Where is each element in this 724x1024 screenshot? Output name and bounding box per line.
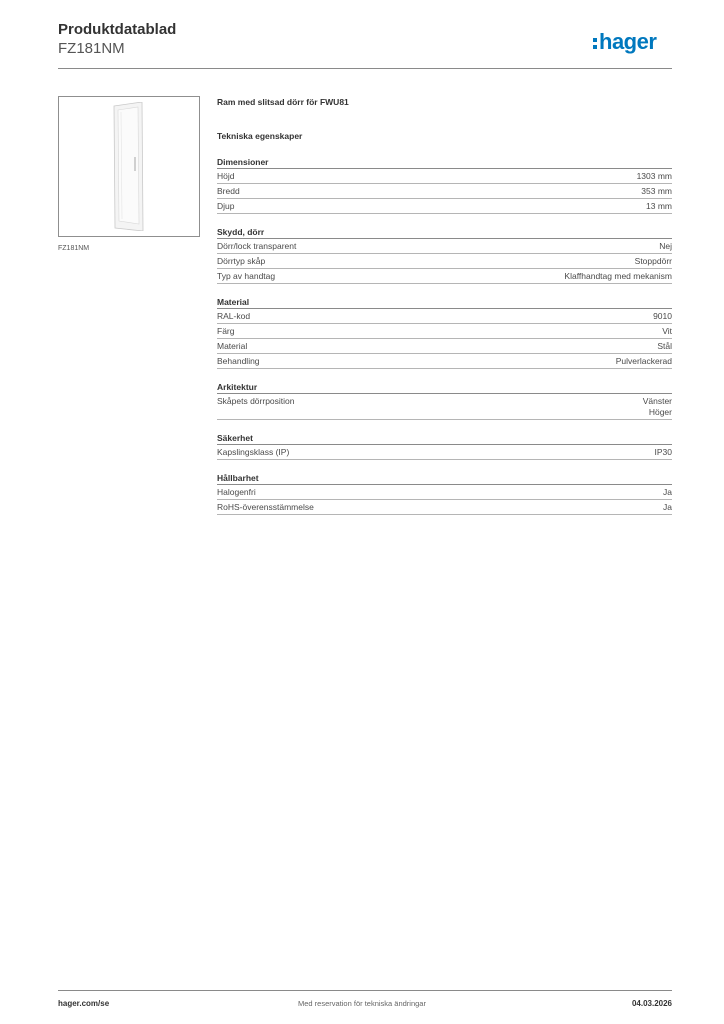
spec-section [217, 156, 672, 214]
section-heading: Säkerhet [217, 432, 672, 445]
spec-label: Behandling [217, 356, 260, 366]
spec-section [217, 296, 672, 369]
header-divider [58, 68, 672, 69]
product-title: Ram med slitsad dörr för FWU81 [217, 97, 349, 107]
spec-row [217, 500, 672, 515]
hager-logo [593, 27, 656, 57]
spec-value: Stål [657, 341, 672, 351]
door-frame-image [112, 102, 145, 231]
spec-value: 13 mm [646, 201, 672, 211]
spec-value: Vänster [642, 396, 672, 406]
technical-properties-title: Tekniska egenskaper [217, 131, 303, 141]
spec-label: Dörrtyp skåp [217, 256, 266, 266]
spec-row [217, 199, 672, 214]
section-heading: Dimensioner [217, 156, 672, 169]
section-heading: Skydd, dörr [217, 226, 672, 239]
footer-disclaimer: Med reservation för tekniska ändringar [298, 999, 426, 1008]
section-heading: Material [217, 296, 672, 309]
spec-content [217, 96, 672, 515]
image-caption: FZ181NM [58, 245, 90, 252]
document-title: Produktdatablad [58, 21, 177, 38]
spec-label: Skåpets dörrposition [217, 396, 295, 406]
spec-row [217, 324, 672, 339]
spec-label: Kapslingsklass (IP) [217, 447, 290, 457]
spec-label: Dörr/lock transparent [217, 241, 297, 251]
spec-value: IP30 [654, 447, 672, 457]
spec-label: Höjd [217, 171, 235, 181]
logo-text: hager [599, 29, 657, 54]
spec-value: Höger [648, 407, 672, 417]
spec-section [217, 226, 672, 284]
spec-value: 1303 mm [636, 171, 672, 181]
spec-label: Bredd [217, 186, 240, 196]
spec-row [217, 485, 672, 500]
spec-row [217, 269, 672, 284]
spec-value: 9010 [653, 311, 672, 321]
footer-website: hager.com/se [58, 999, 110, 1008]
spec-section [217, 472, 672, 515]
spec-label: Halogenfri [217, 487, 256, 497]
section-heading: Arkitektur [217, 381, 672, 394]
spec-row [217, 239, 672, 254]
footer-date: 04.03.2026 [631, 999, 672, 1008]
spec-value: Vit [662, 326, 672, 336]
product-image-frame [58, 96, 200, 237]
spec-row [217, 184, 672, 199]
spec-value: Klaffhandtag med mekanism [564, 271, 672, 281]
spec-value: 353 mm [641, 186, 672, 196]
spec-label: RAL-kod [217, 311, 251, 321]
spec-label: Djup [217, 201, 235, 211]
spec-section [217, 381, 672, 420]
spec-row [217, 354, 672, 369]
spec-label: Typ av handtag [217, 271, 276, 281]
spec-value-list [643, 396, 672, 418]
spec-value: Ja [663, 502, 672, 512]
spec-row [217, 309, 672, 324]
spec-value: Nej [659, 241, 672, 251]
spec-label: Material [217, 341, 248, 351]
spec-row [217, 339, 672, 354]
logo-dots-icon [593, 38, 597, 49]
spec-sections [217, 156, 672, 515]
section-heading: Hållbarhet [217, 472, 672, 485]
spec-value: Ja [663, 487, 672, 497]
spec-value: Stoppdörr [634, 256, 672, 266]
spec-label: RoHS-överensstämmelse [217, 502, 314, 512]
spec-label: Färg [217, 326, 235, 336]
footer-divider [58, 990, 672, 991]
spec-row [217, 394, 672, 420]
spec-row [217, 169, 672, 184]
spec-row [217, 254, 672, 269]
spec-row [217, 445, 672, 460]
spec-value: Pulverlackerad [615, 356, 672, 366]
product-code: FZ181NM [58, 40, 125, 57]
spec-section [217, 432, 672, 460]
